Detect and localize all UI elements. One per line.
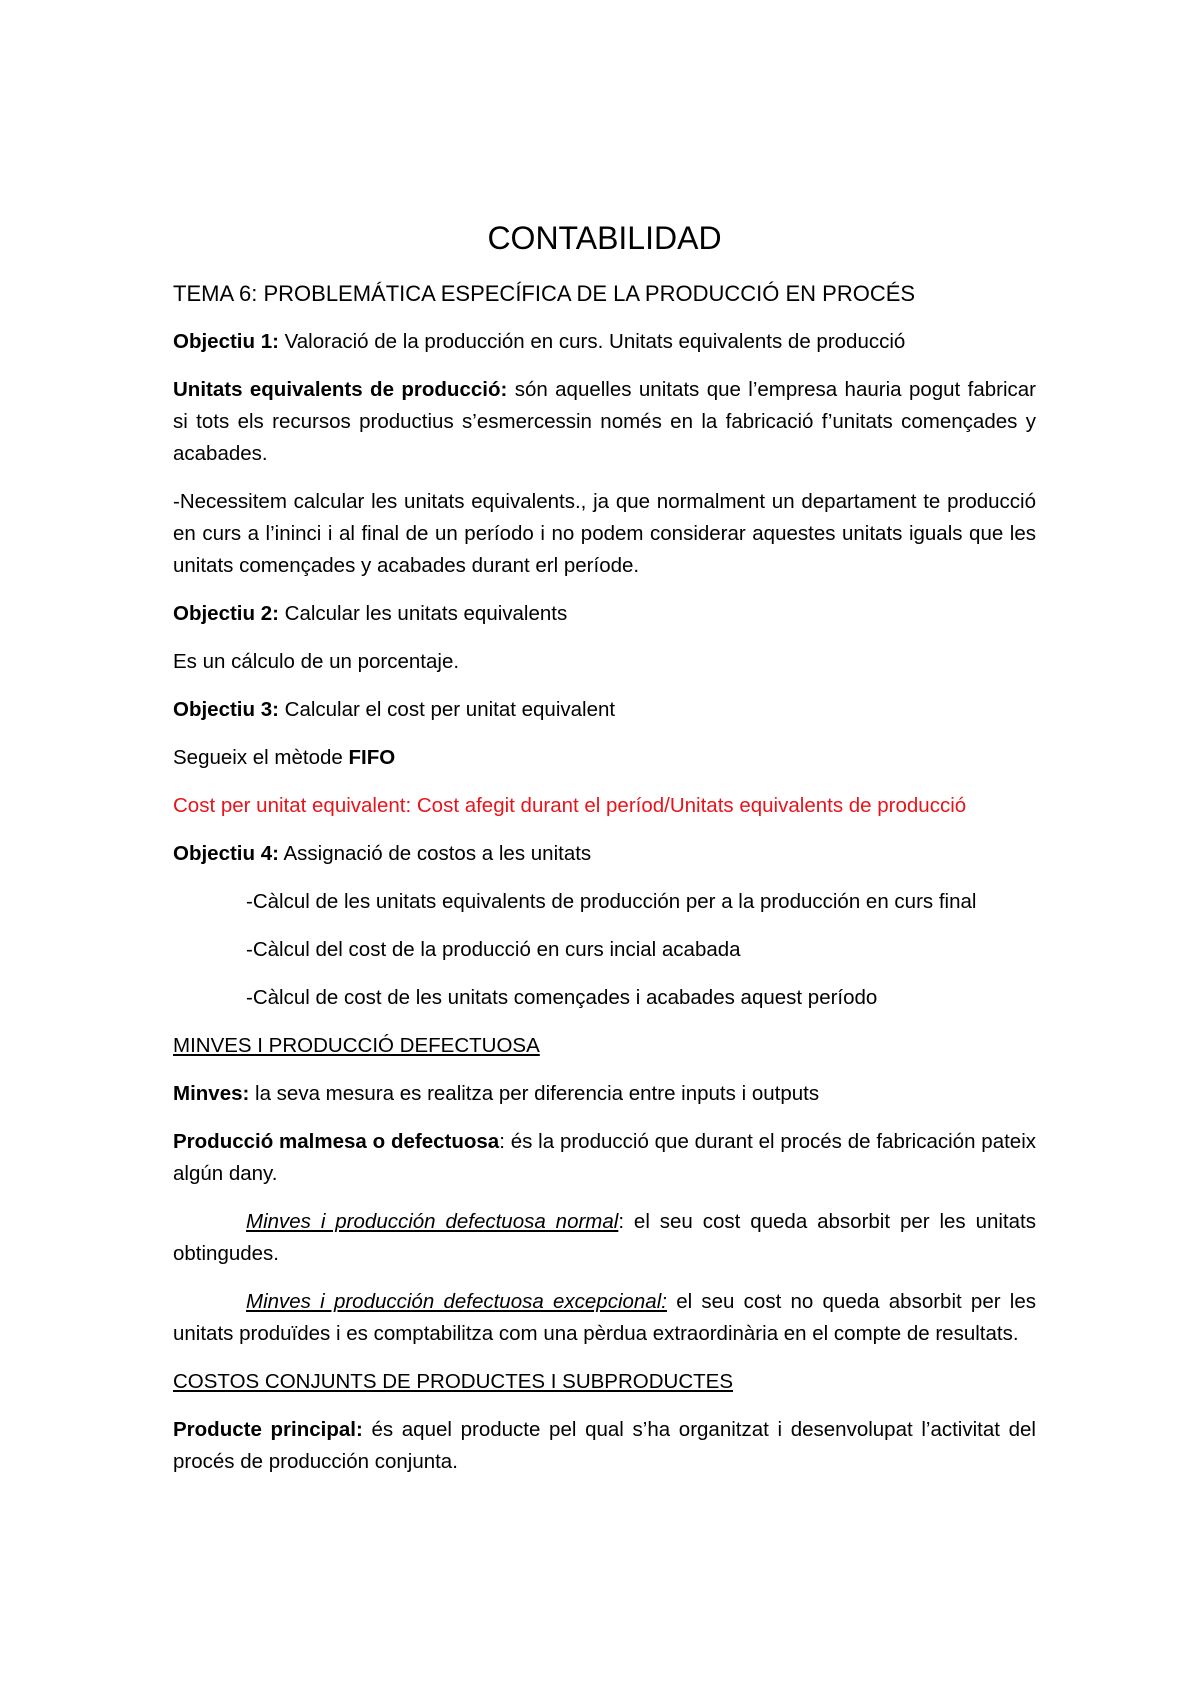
cost-formula: Cost per unitat equivalent: Cost afegit durant el períod/Unitats equivalents de producció: [173, 794, 967, 817]
objective-4: [173, 838, 1036, 870]
objective-1-text: Valoració de la producción en curs. Unitats equivalents de producció: [278, 330, 906, 353]
objective-2-text: Calcular les unitats equivalents: [278, 602, 568, 625]
paragraph-calculo: Es un cálculo de un porcentaje.: [173, 650, 460, 673]
equivalent-units-label: Unitats equivalents de producció:: [173, 378, 508, 401]
document-title: CONTABILIDAD: [487, 220, 722, 256]
definition-equivalent-units: [173, 374, 1036, 470]
fifo-label: FIFO: [348, 746, 396, 769]
objective-2-label: Objectiu 2:: [173, 602, 279, 625]
segueix-text: Segueix el mètode: [173, 746, 349, 769]
minves-label: Minves:: [173, 1082, 250, 1105]
objective-3-label: Objectiu 3:: [173, 698, 279, 721]
definition-malmesa: [173, 1126, 1036, 1190]
normal-text: : el seu cost queda absorbit per les unitats obtingudes.: [173, 1210, 1036, 1265]
objective-3: [173, 694, 1036, 726]
malmesa-label: Producció malmesa o defectuosa: [173, 1130, 500, 1153]
paragraph-necessitem: -Necessitem calcular les unitats equivalents., ja que normalment un departament te producció en curs a l’ininci i al final de un período i no podem considerar aquestes unitats iguals que les unitats començades y acabades durant erl període.: [173, 490, 1036, 577]
minves-text: la seva mesura es realitza per diferencia entre inputs i outputs: [249, 1082, 820, 1105]
malmesa-text: : és la producció que durant el procés de fabricación pateix algún dany.: [173, 1130, 1037, 1185]
definition-excepcional: [173, 1286, 1036, 1350]
principal-label: Producte principal:: [173, 1418, 363, 1441]
document-body: [173, 218, 1036, 1494]
section-heading-minves: MINVES I PRODUCCIÓ DEFECTUOSA: [173, 1034, 540, 1057]
normal-label: Minves i producción defectuosa normal: [246, 1210, 619, 1233]
principal-text: és aquel producte pel qual s’ha organitzat i desenvolupat l’activitat del procés de producción conjunta.: [173, 1418, 1036, 1473]
section-heading-costos: COSTOS CONJUNTS DE PRODUCTES I SUBPRODUCTES: [173, 1370, 734, 1393]
definition-minves: [173, 1078, 1036, 1110]
list-item: -Càlcul de cost de les unitats començades i acabades aquest período: [246, 986, 878, 1009]
document-subtitle: TEMA 6: PROBLEMÁTICA ESPECÍFICA DE LA PRODUCCIÓ EN PROCÉS: [173, 281, 916, 306]
objective-2: [173, 598, 1036, 630]
excepcional-text: el seu cost no queda absorbit per les unitats produïdes i es comptabilitza com una pèrdua extraordinària en el compte de resultats.: [173, 1290, 1036, 1345]
objective-4-text: Assignació de costos a les unitats: [278, 842, 592, 865]
paragraph-segueix: [173, 742, 1036, 774]
objective-1-label: Objectiu 1:: [173, 330, 279, 353]
list-item: -Càlcul del cost de la producció en curs incial acabada: [246, 938, 741, 961]
objective-4-label: Objectiu 4:: [173, 842, 279, 865]
objective-3-text: Calcular el cost per unitat equivalent: [278, 698, 616, 721]
equivalent-units-text: són aquelles unitats que l’empresa hauria pogut fabricar si tots els recursos productius s’esmercessin només en la fabricació f’unitats començades y acabades.: [173, 378, 1036, 465]
list-item: -Càlcul de les unitats equivalents de producción per a la producción en curs final: [246, 890, 977, 913]
definition-normal: [173, 1206, 1036, 1270]
excepcional-label: Minves i producción defectuosa excepcional:: [246, 1290, 667, 1313]
definition-principal: [173, 1414, 1036, 1478]
objective-1: [173, 326, 1036, 358]
